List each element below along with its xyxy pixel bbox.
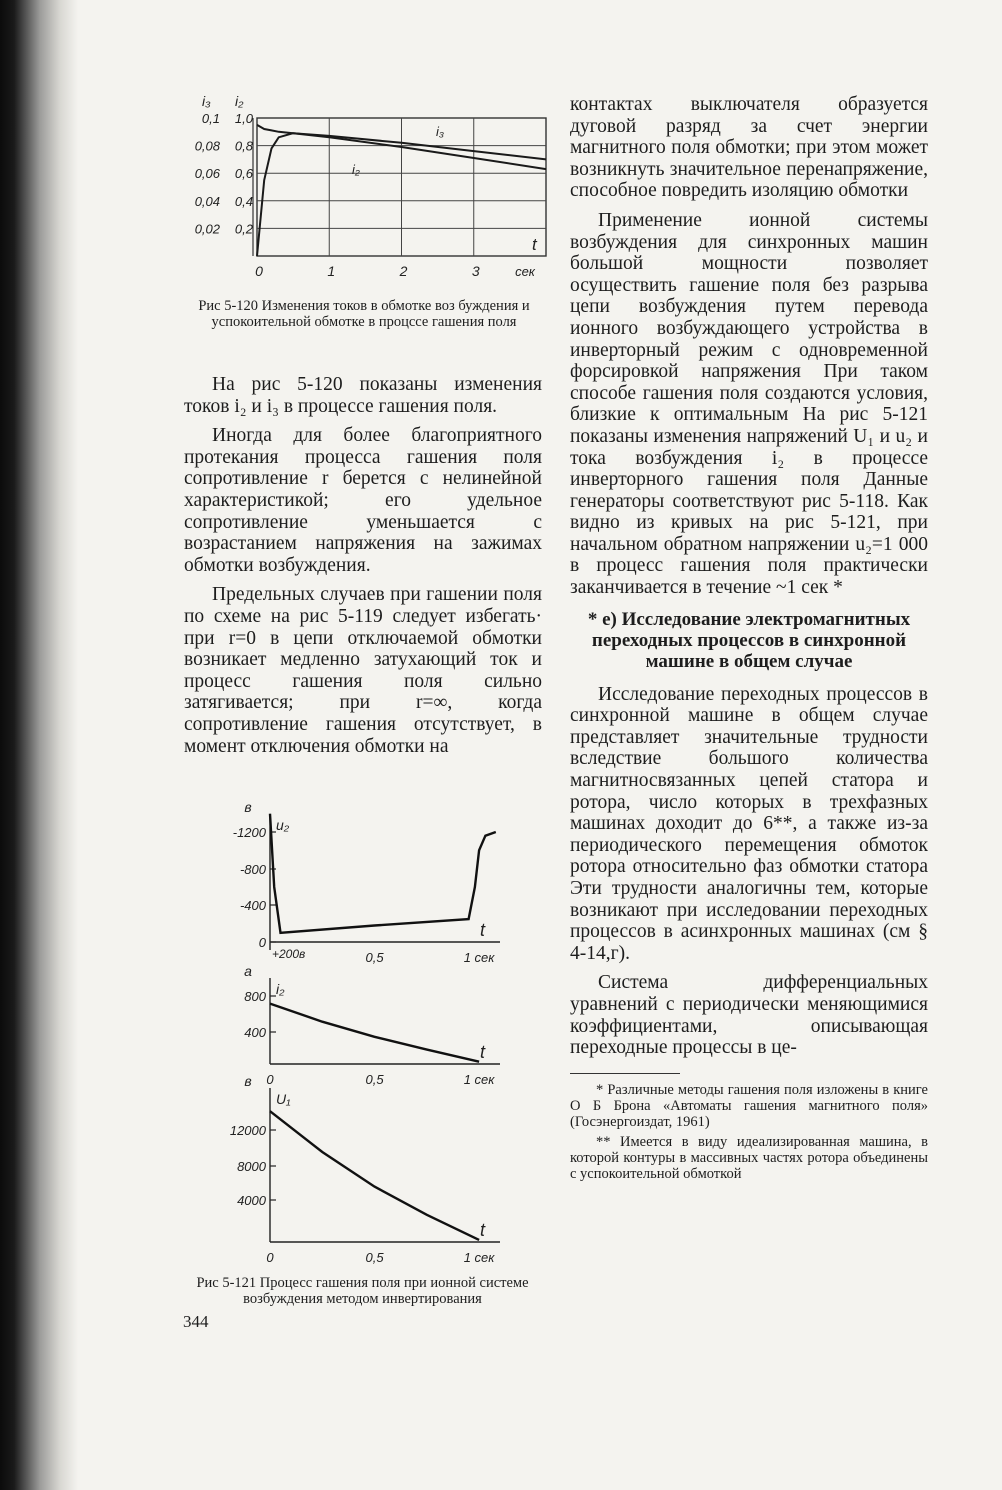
y-tick-label-i2: 0,4 (234, 193, 253, 209)
y-tick-label: 800 (244, 989, 266, 1004)
figure-5-121-caption: Рис 5-121 Процесс гашения поля при ионной системе возбуждения методом инвертирования (196, 1275, 529, 1307)
series-line (270, 814, 496, 933)
footnotes (570, 1082, 928, 1182)
x-tick-label: 0 (266, 1072, 274, 1087)
y-variable-label: U₁ (276, 1091, 291, 1107)
y-tick-label-i2: 0,2 (234, 221, 253, 237)
figure-5-120-caption: Рис 5-120 Изменения токов в обмотке воз буждения и успокоительной обмотке в процссе гашения поля (198, 298, 530, 330)
paragraph: контактах выключателя образуется дуговой разряд за счет энергии магнитного поля обмотки; при этом может возникнуть значительное перенапряжение, способное повредить изоляцию обмотки (570, 94, 928, 202)
y-tick-label: 12000 (229, 1123, 266, 1138)
figure-5-121 (210, 800, 510, 1270)
x-unit-label: сек (515, 264, 535, 279)
paragraph: Предельных случаев при гашении поля по схеме на рис 5-119 следует избегать· при r=0 в цепи отключаемой обмотки возникает медленно затухающий ток и процесс гашения поля сильно затягивается; при r=∞, когда сопротивление гашения отсутствует, в момент отключения обмотки на (184, 584, 542, 757)
x-tick-label: 0,5 (365, 1072, 384, 1087)
paragraph: На рис 5-120 показаны изменения токов i₂ и i₃ в процессе гашения поля. (184, 374, 542, 417)
axis-label-i3: i₃ (202, 93, 211, 109)
x-tick-label: 1 сек (463, 950, 495, 965)
y-tick-label-i3: 0,02 (194, 221, 220, 237)
footnote-rule (570, 1073, 680, 1074)
y-tick-label: 0 (258, 935, 266, 950)
y-tick-label: -800 (239, 862, 266, 877)
y-tick-label: 8000 (237, 1159, 266, 1174)
x-variable-label: t (480, 1220, 486, 1240)
x-tick-label: 0,5 (365, 1250, 384, 1265)
paragraph: Применение ионной системы возбуждения для синхронных машин большой мощности позволяет осуществить гашение поля без разрыва цепи возбуждения путем перевода ионного возбуждающего устройства в инверторный режим с одновременной форсировкой напряжения При таком способе гашения поля создаются условия, близкие к оптимальным На рис 5-121 показаны изменения напряжений U₁ и u₂ и тока возбуждения i₂ в процессе инверторного гашения поля Данные генераторы соответствуют рис 5-118. Как видно из кривых на рис 5-121, при начальном обратном напряжении u₂=1 000 в процесс гашения поля практически заканчивается в течение ~1 сек * (570, 209, 928, 599)
x-tick-label: 1 (327, 263, 336, 279)
y-tick-label-i3: 0,08 (194, 138, 220, 154)
y-variable-label: i₂ (276, 981, 285, 997)
book-binding-shadow (0, 0, 78, 1490)
y-tick-label: 400 (244, 1025, 266, 1040)
x-tick-label: 1 сек (463, 1250, 495, 1265)
y-tick-label-i3: 0,06 (194, 166, 220, 182)
x-tick-label: 3 (471, 263, 480, 279)
x-tick-label: 1 сек (463, 1072, 495, 1087)
series-line (270, 1004, 479, 1062)
figure-5-120 (180, 88, 550, 288)
x-variable-label: t (480, 1042, 486, 1062)
series-label-i3: i₃ (436, 124, 445, 139)
y-tick-label: -1200 (232, 825, 266, 840)
series-line (270, 1111, 479, 1240)
page-number: 344 (183, 1312, 209, 1331)
x-origin-label: +200в (272, 947, 306, 961)
paragraph: Система дифференциальных уравнений с периодически меняющимися коэффициентами, описывающая переходные процессы в це- (570, 972, 928, 1059)
paragraph: Исследование переходных процессов в синхронной машине в общем случае представляет значительные трудности вследствие большого количества магнитносвязанных цепей статора и ротора, число которых в трехфазных машинах доходит до 6**, а также из-за периодического перемещения обмоток ротора относительно фаз обмотки статора Эти трудности аналогичны тем, которые возникают при исследовании переходных процессов в асинхронных машинах (см § 4-14,г). (570, 683, 928, 964)
y-tick-label-i2: 0,8 (234, 138, 253, 154)
left-column (184, 374, 542, 757)
unit-label: в (244, 1073, 252, 1089)
unit-label: в (244, 800, 252, 815)
x-tick-label: 0 (255, 263, 263, 279)
axis-label-i2: i₂ (235, 93, 244, 109)
y-tick-label: -400 (239, 898, 266, 913)
y-tick-label-i3: 0,04 (194, 193, 220, 209)
footnote: * Различные методы гашения поля изложены в книге О Б Брона «Автоматы гашения магнитного поля» (Госэнергоиздат, 1961) (570, 1081, 928, 1130)
y-tick-label-i2: 1,0 (234, 111, 253, 126)
unit-label: а (244, 963, 252, 979)
x-tick-label: 0 (266, 1250, 274, 1265)
series-label-i2: i₂ (352, 162, 360, 177)
section-heading: * е) Исследование электромагнитных переходных процессов в синхронной машине в общем случае (587, 608, 911, 672)
y-tick-label-i2: 0,6 (234, 166, 253, 182)
y-variable-label: u₂ (276, 817, 290, 833)
y-tick-label-i3: 0,1 (201, 111, 220, 126)
x-variable-label: t (480, 920, 486, 940)
y-tick-label: 4000 (237, 1193, 266, 1208)
x-tick-label: 0,5 (365, 950, 384, 965)
paragraph: Иногда для более благоприятного протекания процесса гашения поля сопротивление r берется с нелинейной характеристикой; его удельное сопротивление уменьшается с возрастанием напряжения на зажимах обмотки возбуждения. (184, 425, 542, 576)
x-variable-label: t (532, 235, 537, 254)
footnote: ** Имеется в виду идеализированная машина, в которой контуры в массивных частях ротора объединены с успокоительной обмоткой (570, 1133, 928, 1182)
x-tick-label: 2 (399, 263, 408, 279)
right-column (570, 94, 928, 1182)
